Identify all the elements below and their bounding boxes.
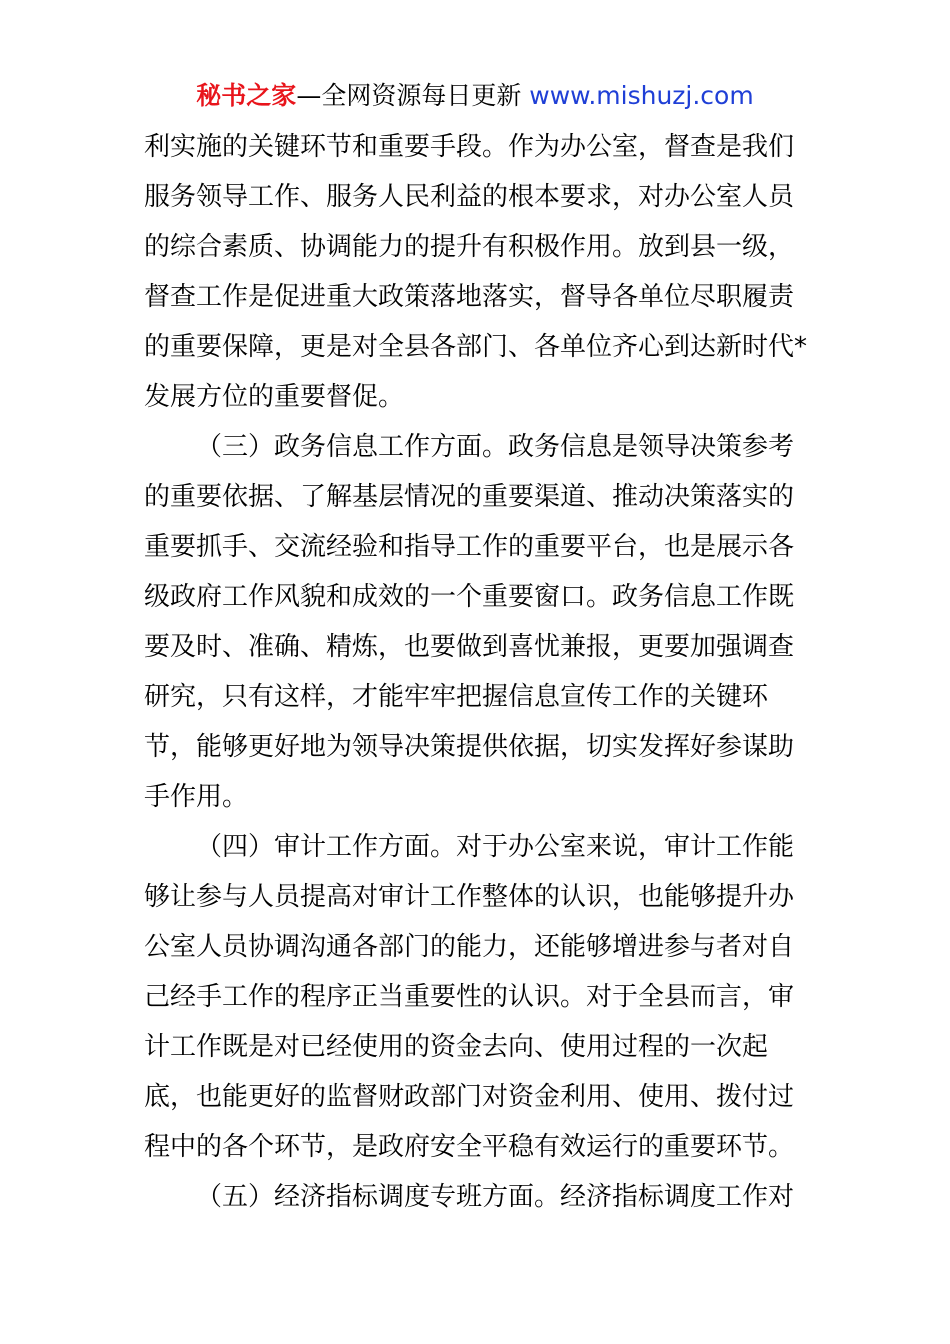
text-line: 公室人员协调沟通各部门的能力，还能够增进参与者对自 [144, 932, 795, 962]
text-line: 重要抓手、交流经验和指导工作的重要平台，也是展示各 [144, 532, 795, 562]
site-header [0, 80, 950, 112]
text-line: 要及时、准确、精炼，也要做到喜忧兼报，更要加强调查 [144, 632, 795, 662]
text-line: 服务领导工作、服务人民利益的根本要求，对办公室人员 [144, 182, 795, 212]
text-line: 计工作既是对已经使用的资金去向、使用过程的一次起 [144, 1032, 769, 1062]
text-line: 底，也能更好的监督财政部门对资金利用、使用、拨付过 [144, 1082, 795, 1112]
text-line: 发展方位的重要督促。 [144, 382, 405, 412]
text-line: 督查工作是促进重大政策落地落实，督导各单位尽职履责 [144, 282, 795, 312]
text-line: 的综合素质、协调能力的提升有积极作用。放到县一级， [144, 232, 795, 262]
text-line: 的重要依据、了解基层情况的重要渠道、推动决策落实的 [144, 482, 795, 512]
site-brand: 秘书之家 [196, 81, 297, 110]
text-line: 级政府工作风貌和成效的一个重要窗口。政务信息工作既 [144, 582, 795, 612]
document-body [144, 122, 808, 1222]
text-line: 手作用。 [144, 782, 249, 812]
section-heading-line: （三）政务信息工作方面。政务信息是领导决策参考 [196, 432, 795, 462]
text-line: 够让参与人员提高对审计工作整体的认识，也能够提升办 [144, 882, 795, 912]
text-line: 程中的各个环节，是政府安全平稳有效运行的重要环节。 [144, 1132, 795, 1162]
text-line: 研究，只有这样，才能牢牢把握信息宣传工作的关键环 [144, 682, 769, 712]
text-line: 节，能够更好地为领导决策提供依据，切实发挥好参谋助 [144, 732, 795, 762]
section-heading-line: （四）审计工作方面。对于办公室来说，审计工作能 [196, 832, 795, 862]
text-line: 的重要保障，更是对全县各部门、各单位齐心到达新时代* [144, 332, 808, 362]
site-tagline: —全网资源每日更新 [296, 81, 522, 110]
site-url-link[interactable]: www.mishuzj.com [529, 81, 754, 110]
text-line: 己经手工作的程序正当重要性的认识。对于全县而言，审 [144, 982, 795, 1012]
text-line: 利实施的关键环节和重要手段。作为办公室，督查是我们 [144, 132, 795, 162]
section-heading-line: （五）经济指标调度专班方面。经济指标调度工作对 [196, 1182, 795, 1212]
